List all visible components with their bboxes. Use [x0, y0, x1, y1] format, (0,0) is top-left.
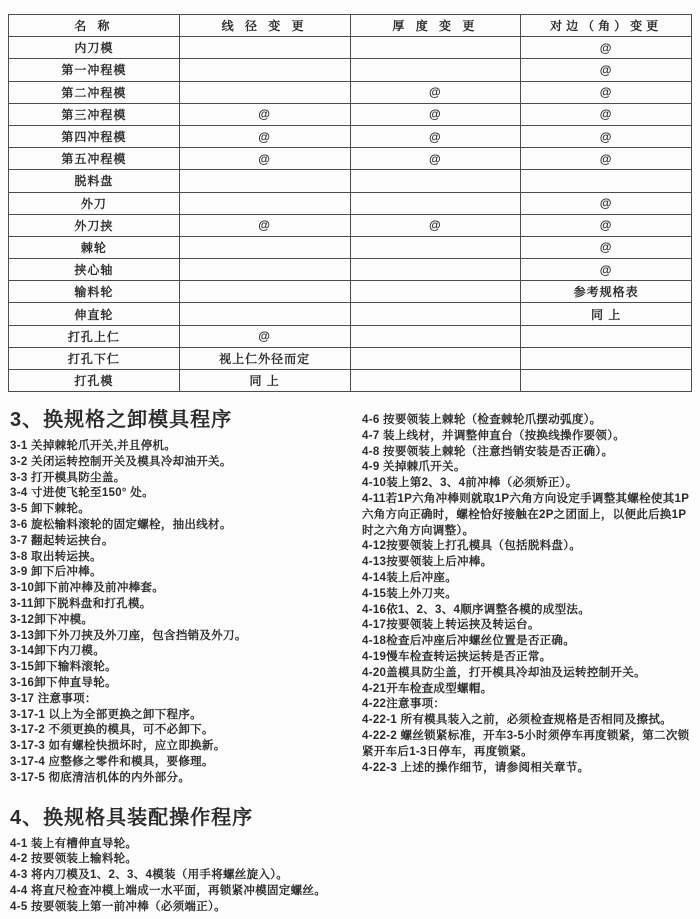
procedure-step: 4-22-2 螺丝锁紧标准，开车3-5小时须停车再度锁紧，第二次锁紧开车后1-3日停车，再度锁紧。	[362, 729, 690, 758]
procedure-step: 3-1 关掉棘轮爪开关,并且停机。	[10, 440, 177, 452]
table-row	[9, 103, 692, 125]
procedure-step: 4-18检查后冲座后冲螺丝位置是否正确。	[362, 635, 576, 648]
procedure-step: 4-9 关掉棘爪开关。	[362, 461, 466, 474]
change-mark-cell	[350, 303, 521, 325]
change-mark-cell: @	[350, 125, 521, 147]
procedure-step: 3-17-3 如有螺栓快损坏时，应立即换新。	[10, 740, 226, 753]
section4-left-list	[10, 837, 358, 916]
change-mark-cell	[179, 192, 350, 214]
part-name-cell: 内刀模	[9, 37, 180, 59]
procedure-step: 3-12卸下冲模。	[10, 613, 94, 626]
part-name-cell: 输料轮	[9, 281, 180, 303]
column-header-side-angle-change: 对边（角）变更	[521, 15, 692, 37]
change-mark-cell	[179, 37, 350, 59]
table-row	[9, 59, 692, 81]
change-mark-cell: @	[521, 59, 692, 81]
procedure-step: 3-4 寸进使飞轮至150° 处。	[10, 487, 154, 500]
change-mark-cell: @	[521, 103, 692, 125]
part-name-cell: 伸直轮	[9, 303, 180, 325]
table-row	[9, 81, 692, 103]
change-mark-cell: @	[179, 125, 350, 147]
change-mark-cell	[350, 59, 521, 81]
table-row	[9, 281, 692, 303]
procedure-step: 4-3 将内刀模及1、2、3、4模装（用手将螺丝旋入）。	[10, 869, 289, 882]
part-name-cell: 第二冲程模	[9, 81, 180, 103]
table-row	[9, 125, 692, 147]
procedure-step: 3-6 旋松输料滚轮的固定螺栓，抽出线材。	[10, 518, 232, 531]
procedure-step: 4-7 装上线材，并调整伸直台（按换线操作要领）。	[362, 429, 626, 442]
table-row	[9, 37, 692, 59]
change-mark-cell: 参考规格表	[521, 281, 692, 303]
change-mark-cell: @	[521, 236, 692, 258]
procedure-step: 4-4 将直尺检查冲模上端成一水平面，再锁紧冲模固定螺丝。	[10, 884, 327, 897]
change-mark-cell	[350, 281, 521, 303]
procedure-step: 3-11卸下脱料盘和打孔模。	[10, 597, 152, 610]
change-mark-cell: @	[521, 214, 692, 236]
procedure-step: 4-14装上后冲座。	[362, 571, 458, 584]
table-body	[9, 37, 692, 392]
table-row	[9, 347, 692, 369]
procedure-step: 3-8 取出转运挟。	[10, 550, 102, 563]
section4-title: 4、换规格具装配操作程序	[10, 806, 254, 829]
table-row	[9, 303, 692, 325]
change-mark-cell	[179, 236, 350, 258]
part-name-cell: 脱料盘	[9, 170, 180, 192]
part-name-cell: 打孔模	[9, 370, 180, 392]
change-mark-cell	[179, 59, 350, 81]
procedure-step: 3-13卸下外刀挟及外刀座，包含挡销及外刀。	[10, 629, 247, 642]
change-mark-cell	[350, 236, 521, 258]
part-name-cell: 打孔上仁	[9, 325, 180, 347]
part-name-cell: 第三冲程模	[9, 103, 180, 125]
change-mark-cell: @	[179, 148, 350, 170]
part-name-cell: 第四冲程模	[9, 125, 180, 147]
change-mark-cell: @	[350, 148, 521, 170]
procedure-step: 3-14卸下内刀模。	[10, 645, 106, 658]
part-name-cell: 第一冲程模	[9, 59, 180, 81]
procedure-step: 4-10装上第2、3、4前冲棒（必须矫正）。	[362, 477, 578, 490]
section3-title: 3、换规格之卸模具程序	[10, 409, 233, 431]
section4-right-list	[362, 413, 696, 776]
change-mark-cell	[521, 347, 692, 369]
procedure-step: 4-11若1P六角冲棒则就取1P六角方向设定手调整其螺栓使其1P六角方向正确时，螺栓恰好接触在2P之团面上，以便此后换1P时之六角方向调整）。	[362, 492, 690, 537]
change-mark-cell	[521, 325, 692, 347]
procedure-step: 4-17按要领装上转运挟及转运台。	[362, 619, 540, 632]
change-mark-cell: @	[521, 192, 692, 214]
change-mark-cell: @	[521, 125, 692, 147]
procedure-step: 4-22注意事项：	[362, 698, 446, 711]
change-mark-cell: @	[350, 103, 521, 125]
change-mark-cell	[179, 281, 350, 303]
change-mark-cell: @	[179, 103, 350, 125]
table-header-row	[9, 15, 692, 37]
procedure-step: 4-8 按要领装上棘轮（注意挡销安装是否正确）。	[362, 445, 614, 458]
table-header	[9, 15, 692, 37]
procedure-step: 4-22-3 上述的操作细节，请参阅相关章节。	[362, 761, 590, 774]
table-row	[9, 214, 692, 236]
procedure-step: 4-6 按要领装上棘轮（检查棘轮爪摆动弧度）。	[362, 414, 602, 426]
change-mark-cell: 同 上	[179, 370, 350, 392]
change-mark-cell: @	[179, 214, 350, 236]
change-mark-cell: @	[521, 37, 692, 59]
table-row	[9, 325, 692, 347]
procedure-step: 4-2 按要领装上输料轮。	[10, 853, 138, 866]
procedure-step: 4-20盖模具防尘盖，打开模具冷却油及运转控制开关。	[362, 666, 646, 679]
part-name-cell: 棘轮	[9, 236, 180, 258]
table-row	[9, 192, 692, 214]
table-row	[9, 236, 692, 258]
change-mark-cell	[179, 81, 350, 103]
procedure-step: 3-9 卸下后冲棒。	[10, 566, 102, 579]
procedure-step: 3-17-4 应整修之零件和模具，要修理。	[10, 755, 214, 768]
change-mark-cell	[350, 370, 521, 392]
change-mark-cell: 同 上	[521, 303, 692, 325]
change-mark-cell: @	[350, 81, 521, 103]
change-mark-cell: @	[521, 81, 692, 103]
change-mark-cell	[350, 259, 521, 281]
change-mark-cell	[350, 37, 521, 59]
change-mark-cell: 视上仁外径而定	[179, 347, 350, 369]
column-header-thickness-change: 厚 度 变 更	[350, 15, 521, 37]
change-mark-cell	[179, 303, 350, 325]
procedure-step: 4-5 按要领装上第一前冲棒（必须端正）。	[10, 900, 226, 913]
column-header-name: 名 称	[9, 15, 180, 37]
procedure-step: 4-16依1、2、3、4顺序调整各模的成型法。	[362, 603, 590, 616]
change-mark-cell	[350, 170, 521, 192]
procedure-step: 3-2 关闭运转控制开关及模具冷却油开关。	[10, 455, 232, 468]
change-mark-cell	[521, 370, 692, 392]
procedure-step: 3-3 打开模具防尘盖。	[10, 471, 126, 484]
part-name-cell: 外刀挟	[9, 214, 180, 236]
procedure-step: 3-15卸下输料滚轮。	[10, 661, 117, 674]
table-row	[9, 148, 692, 170]
part-name-cell: 外刀	[9, 192, 180, 214]
change-mark-cell: @	[350, 214, 521, 236]
section3-list	[10, 439, 358, 787]
right-text-column	[362, 413, 696, 776]
procedure-step: 3-17 注意事项：	[10, 692, 97, 705]
procedure-step: 4-15装上外刀夹。	[362, 587, 458, 600]
procedure-step: 4-21开车检查成型螺帽。	[362, 682, 493, 695]
procedure-step: 4-12按要领装上打孔模具（包括脱料盘）。	[362, 540, 582, 553]
procedure-step: 4-19慢车检查转运挟运转是否正常。	[362, 650, 552, 663]
procedure-step: 3-17-2 不须更换的模具，可不必卸下。	[10, 724, 214, 737]
column-header-wire-diameter-change: 线 径 变 更	[179, 15, 350, 37]
change-mark-cell: @	[521, 259, 692, 281]
part-name-cell: 第五冲程模	[9, 148, 180, 170]
change-mark-cell	[350, 347, 521, 369]
procedure-step: 3-17-5 彻底清洁机体的内外部分。	[10, 771, 191, 784]
procedure-step: 3-7 翻起转运挟台。	[10, 534, 114, 547]
procedure-step: 4-22-1 所有模具装入之前，必须检查规格是否相同及擦拭。	[362, 714, 672, 727]
procedure-step: 3-10卸下前冲棒及前冲棒套。	[10, 582, 165, 595]
change-mark-cell: @	[179, 325, 350, 347]
table-row	[9, 170, 692, 192]
part-name-cell: 打孔下仁	[9, 347, 180, 369]
change-mark-cell	[179, 170, 350, 192]
change-mark-cell	[179, 259, 350, 281]
procedure-step: 4-13按要领装上后冲棒。	[362, 556, 493, 569]
procedure-step: 3-5 卸下棘轮。	[10, 503, 91, 516]
procedure-step: 3-17-1 以上为全部更换之卸下程序。	[10, 708, 202, 721]
change-mark-cell	[521, 170, 692, 192]
procedure-step: 3-16卸下伸直导轮。	[10, 676, 117, 689]
table-row	[9, 370, 692, 392]
left-text-column	[10, 408, 358, 916]
die-change-spec-table	[8, 14, 692, 392]
change-mark-cell: @	[521, 148, 692, 170]
change-mark-cell	[350, 325, 521, 347]
change-mark-cell	[350, 192, 521, 214]
table-row	[9, 259, 692, 281]
part-name-cell: 挟心轴	[9, 259, 180, 281]
procedure-step: 4-1 装上有槽伸直导轮。	[10, 837, 138, 850]
